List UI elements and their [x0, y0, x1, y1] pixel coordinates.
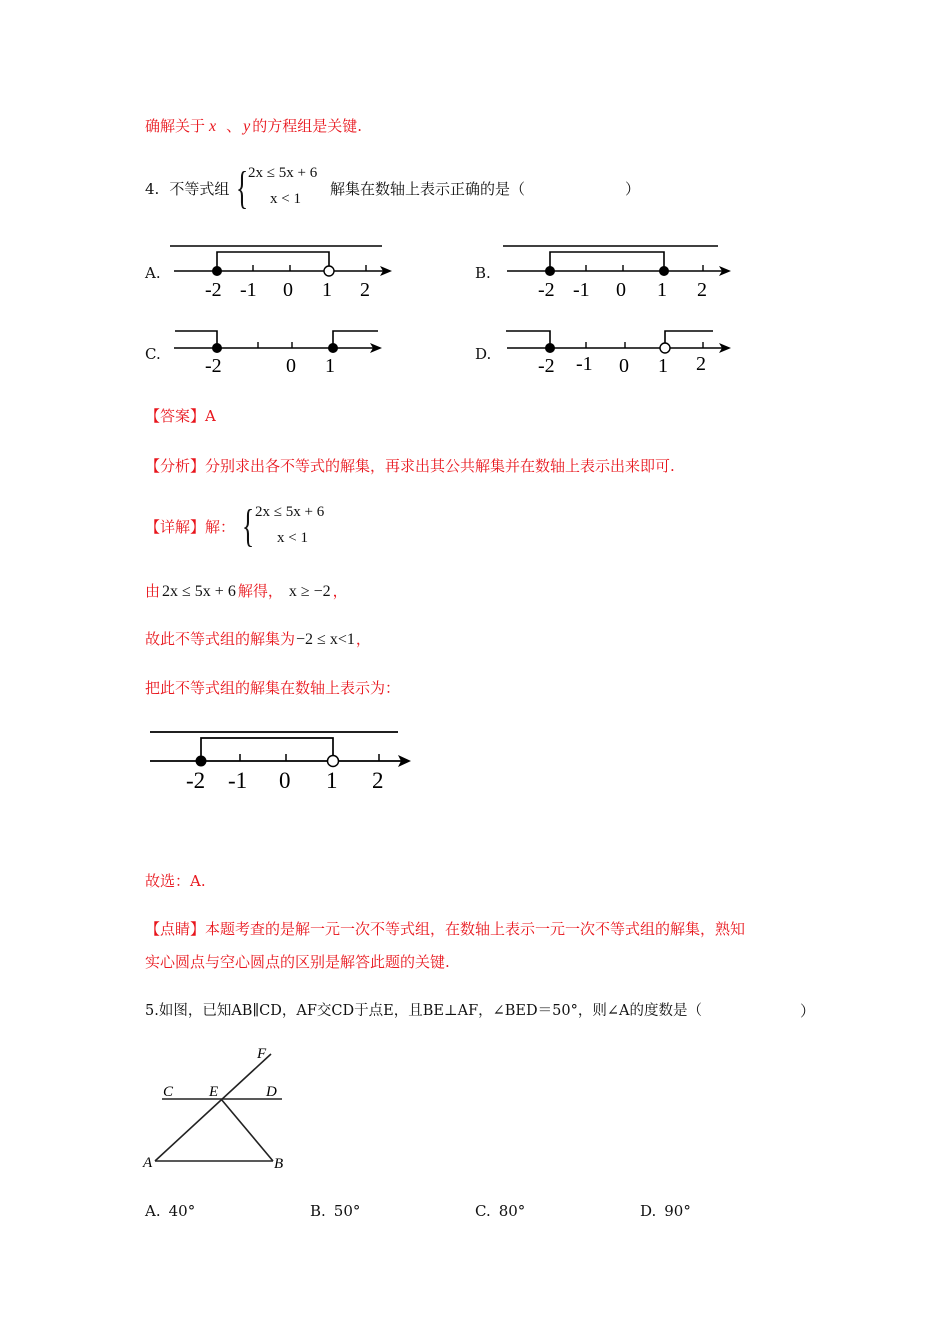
detail-lead-text: 解： — [205, 518, 236, 536]
tick-label: 1 — [658, 355, 668, 377]
tick-label: -1 — [573, 279, 590, 300]
step2-end: ， — [355, 630, 371, 648]
detail-system-line-1: 2x ≤ 5x + 6 — [255, 504, 325, 520]
point-label-f: F — [257, 1046, 267, 1062]
q4-option-c-label: C. — [145, 345, 161, 363]
tick-label: 0 — [279, 768, 291, 793]
comment-tag: 【点睛】 — [145, 920, 206, 938]
analysis-text: 分别求出各不等式的解集，再求出其公共解集并在数轴上表示出来即可. — [205, 457, 675, 475]
step2-pre: 故此不等式组的解集为 — [145, 630, 296, 648]
point-label-c: C — [163, 1084, 174, 1100]
comment-line-1 — [145, 918, 745, 940]
detail-step-1 — [145, 580, 348, 603]
tick-label: 2 — [697, 279, 707, 300]
comment-text-1: 本题考查的是解一元一次不等式组，在数轴上表示一元一次不等式组的解集，熟知 — [205, 920, 746, 938]
q5-option-c-value: 80° — [498, 1202, 526, 1220]
q4-option-b-number-line — [503, 238, 738, 300]
q4-option-b-label: B. — [475, 264, 491, 282]
tick-label: -2 — [205, 355, 222, 377]
q4-number-prefix — [145, 178, 229, 200]
step1-result: x ≥ −2 — [288, 583, 331, 600]
var-y: y — [243, 118, 251, 135]
point-label-b: B — [274, 1156, 284, 1172]
step2-math: −2 ≤ x<1 — [296, 631, 355, 648]
q5-close-paren: ） — [800, 1002, 816, 1020]
q5-option-b-value: 50° — [333, 1202, 361, 1220]
q4-option-a-label: A. — [145, 264, 161, 282]
q4-option-d-number-line — [503, 322, 738, 380]
analysis-tag: 【分析】 — [145, 457, 206, 475]
tick-label: 0 — [283, 279, 293, 300]
step1-end: ， — [332, 582, 348, 600]
answer-line — [145, 405, 216, 427]
tick-label: 1 — [322, 279, 332, 300]
tick-label: 1 — [657, 279, 667, 300]
q5-option-b — [310, 1200, 360, 1222]
tick-label: -1 — [576, 353, 593, 375]
q5-stem: 5.如图，已知AB∥CD，AF交CD于点E，且BE⊥AF，∠BED＝50°，则∠A的度数是（ — [145, 1003, 702, 1019]
point-label-d: D — [266, 1084, 277, 1100]
step1-math: 2x ≤ 5x + 6 — [162, 583, 236, 600]
analysis-line — [145, 455, 675, 477]
answer-value: A — [205, 407, 216, 425]
q5-option-b-label: B. — [310, 1202, 326, 1220]
tick-label: -1 — [240, 279, 257, 300]
point-label-a: A — [143, 1155, 153, 1171]
solution-number-line — [146, 724, 416, 794]
tick-label: -2 — [205, 279, 222, 300]
tick-label: -2 — [538, 279, 555, 300]
detail-step-3: 把此不等式组的解集在数轴上表示为： — [145, 679, 401, 697]
tick-label: -1 — [228, 768, 248, 793]
q5-option-a-label: A. — [145, 1202, 161, 1220]
q4-option-c-number-line — [170, 322, 390, 380]
q4-option-d-label: D. — [475, 345, 492, 363]
point-label-e: E — [209, 1084, 219, 1100]
q3-tail-sep: 、 — [226, 117, 242, 135]
detail-system-line-2: x < 1 — [277, 530, 308, 546]
q5-option-a-value: 40° — [168, 1202, 196, 1220]
q5-option-c-label: C. — [475, 1202, 491, 1220]
q5-option-d-value: 90° — [664, 1202, 691, 1220]
step1-pre: 由 — [145, 582, 161, 600]
q5-option-d-label: D. — [640, 1202, 657, 1220]
tick-label: 2 — [360, 279, 370, 300]
q4-close-paren: ） — [625, 180, 641, 198]
tick-label: -2 — [186, 768, 206, 793]
detail-step-2 — [145, 628, 371, 651]
q5-option-a — [145, 1200, 195, 1222]
tick-label: 2 — [372, 768, 384, 793]
q5-option-c — [475, 1200, 525, 1222]
q5-geometry-figure — [140, 1040, 300, 1180]
detail-tag: 【详解】 — [145, 518, 206, 536]
tick-label: 2 — [696, 353, 706, 375]
q4-suffix: 解集在数轴上表示正确的是（ — [330, 180, 526, 198]
tick-label: 0 — [619, 355, 629, 377]
q4-system-line-1: 2x ≤ 5x + 6 — [248, 165, 318, 181]
tick-label: 1 — [326, 768, 338, 793]
detail-conclusion: 故选：A. — [145, 872, 206, 890]
detail-system-brace: { — [242, 500, 255, 551]
tick-label: 0 — [616, 279, 626, 300]
q3-tail-text-1: 确解关于 — [145, 117, 206, 135]
q5-option-d — [640, 1200, 691, 1222]
q4-option-a-number-line — [170, 238, 400, 300]
q4-system-line-2: x < 1 — [270, 191, 301, 207]
tick-label: 0 — [286, 355, 296, 377]
q4-system-brace: { — [236, 162, 249, 213]
q4-number: 4. — [145, 180, 160, 198]
tick-label: 1 — [325, 355, 335, 377]
q4-prefix: 不等式组 — [169, 180, 230, 198]
comment-line-2: 实心圆点与空心圆点的区别是解答此题的关键. — [145, 953, 450, 971]
tick-label: -2 — [538, 355, 555, 377]
step1-mid: 解得， — [237, 582, 283, 600]
q3-tail-text-2: 的方程组是关键. — [252, 117, 363, 135]
q3-tail-line — [145, 115, 362, 138]
answer-tag: 【答案】 — [145, 407, 206, 425]
detail-lead — [145, 516, 235, 538]
var-x: x — [209, 118, 217, 135]
